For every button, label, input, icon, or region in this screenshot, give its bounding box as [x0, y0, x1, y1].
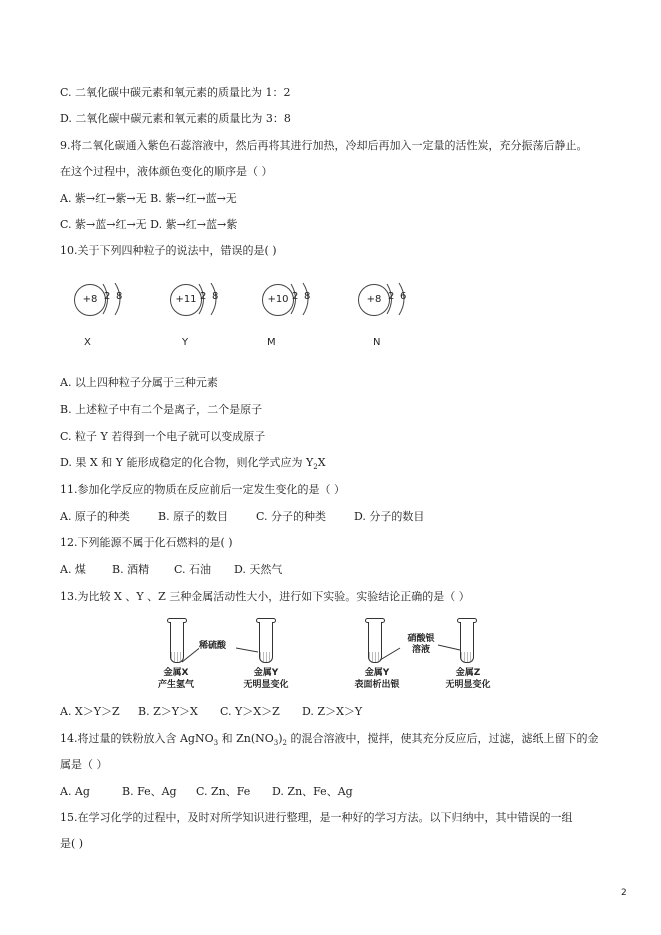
pointer-line-icon — [438, 642, 462, 652]
test-tube-icon — [460, 622, 474, 663]
test-tube-icon — [259, 622, 273, 663]
page-number: 2 — [621, 888, 627, 898]
shell2-y: 8 — [212, 291, 219, 302]
tube-1-result: 产生氢气 — [157, 680, 194, 690]
q9-stem-line1: 9.将二氧化碳通入紫色石蕊溶液中，然后再将其进行加热，冷却后再加入一定量的活性炭，充分振荡后静止。 — [60, 139, 588, 152]
q13-options — [60, 705, 362, 719]
q10-d-sub: 2 — [313, 463, 318, 472]
shell1-y: 2 — [200, 291, 207, 302]
shell1-m: 2 — [292, 291, 299, 302]
shell1-x: 2 — [104, 291, 111, 302]
tube-caption-3 — [345, 667, 409, 691]
q14-option-a: A. Ag — [60, 785, 90, 798]
nucleus-y: +11 — [170, 284, 202, 316]
q10-option-a: A. 以上四种粒子分属于三种元素 — [60, 376, 218, 389]
q14-option-c: C. Zn、Fe — [196, 785, 251, 798]
reagent-right-line1: 硝酸银 — [407, 634, 435, 644]
q11-option-b: B. 原子的数目 — [158, 510, 229, 523]
liquid-2 — [260, 652, 272, 662]
label-y: Y — [182, 337, 189, 348]
q15-stem-line2: 是( ) — [60, 837, 84, 850]
q13-stem: 13.为比较 X 、Y 、Z 三种金属活动性大小，进行如下实验。实验结论正确的是（ ） — [60, 590, 470, 603]
reagent-left: 稀硫酸 — [199, 641, 227, 651]
q13-option-d: D. Z＞X＞Y — [302, 705, 363, 718]
pointer-line-icon — [378, 644, 402, 664]
q14-mid: 和 Zn(NO — [218, 732, 274, 745]
q14-sub2: 3 — [273, 739, 279, 748]
q10-d-pre: D. 果 X 和 Y 能形成稳定的化合物，则化学式应为 Y — [60, 456, 314, 469]
q11-stem: 11.参加化学反应的物质在反应前后一定发生变化的是（ ） — [60, 483, 345, 496]
q8-option-d: D. 二氧化碳中碳元素和氧元素的质量比为 3：8 — [60, 112, 291, 125]
nucleus-n: +8 — [358, 284, 390, 316]
pointer-line-icon — [236, 644, 260, 654]
q14-post: 的混合溶液中，搅拌，使其充分反应后，过滤，滤纸上留下的金 — [286, 732, 599, 745]
q9-options-ab: A. 紫→红→紫→无 B. 紫→红→蓝→无 — [60, 192, 237, 205]
q11-option-d: D. 分子的数目 — [354, 510, 425, 523]
shell2-x: 8 — [116, 291, 123, 302]
liquid-4 — [461, 652, 473, 662]
label-x: X — [84, 337, 91, 348]
q11-option-c: C. 分子的种类 — [256, 510, 327, 523]
q14-sub3: 2 — [282, 739, 287, 748]
q14-option-d: D. Zn、Fe、Ag — [272, 785, 353, 798]
reagent-right-line2: 溶液 — [411, 645, 430, 655]
q9-stem-line2: 在这个过程中，液体颜色变化的顺序是（ ） — [60, 165, 273, 178]
shell1-n: 2 — [388, 291, 395, 302]
q15-stem-line1: 15.在学习化学的过程中，及时对所学知识进行整理，是一种好的学习方法。以下归纳中，其中错误的一组 — [60, 811, 573, 824]
particle-n — [344, 281, 414, 319]
q14-stem-line1 — [60, 732, 598, 750]
q11-options — [60, 510, 424, 524]
q12-stem: 12.下列能源不属于化石燃料的是( ) — [60, 536, 233, 549]
q10-option-d — [60, 456, 326, 474]
label-n: N — [373, 337, 381, 348]
q12-option-b: B. 酒精 — [112, 563, 150, 576]
q12-option-d: D. 天然气 — [234, 563, 283, 576]
particle-y — [156, 281, 226, 319]
q8-option-c: C. 二氧化碳中碳元素和氧元素的质量比为 1：2 — [60, 86, 291, 99]
shell2-n: 6 — [400, 291, 407, 302]
q13-option-b: B. Z＞Y＞X — [138, 705, 198, 718]
reagent-right — [403, 634, 439, 656]
tube-3-result: 表面析出银 — [354, 680, 400, 690]
tube-4-metal: 金属Z — [455, 668, 481, 678]
q12-options — [60, 563, 282, 577]
tube-caption-1 — [148, 667, 204, 691]
tube-caption-2 — [234, 667, 298, 691]
q13-option-a: A. X＞Y＞Z — [60, 705, 120, 718]
label-m: M — [267, 337, 276, 348]
q10-stem: 10.关于下列四种粒子的说法中，错误的是( ) — [60, 244, 277, 257]
nucleus-x: +8 — [74, 284, 106, 316]
q10-d-post: X — [317, 456, 326, 469]
q14-mid2: ) — [278, 732, 283, 745]
shell2-m: 8 — [304, 291, 311, 302]
q14-options — [60, 785, 353, 799]
tube-3-metal: 金属Y — [364, 668, 390, 678]
q9-options-cd: C. 紫→蓝→红→无 D. 紫→红→蓝→紫 — [60, 218, 238, 231]
q12-option-a: A. 煤 — [60, 563, 86, 576]
tube-2-result: 无明显变化 — [243, 680, 289, 690]
particle-m — [248, 281, 318, 319]
nucleus-m: +10 — [262, 284, 294, 316]
particle-x — [60, 281, 130, 319]
q14-sub1: 3 — [213, 739, 219, 748]
q10-option-c: C. 粒子 Y 若得到一个电子就可以变成原子 — [60, 430, 266, 443]
tube-4-result: 无明显变化 — [445, 680, 491, 690]
q13-option-c: C. Y＞X＞Z — [220, 705, 280, 718]
tube-1-metal: 金属X — [163, 668, 189, 678]
q11-option-a: A. 原子的种类 — [60, 510, 130, 523]
q14-option-b: B. Fe、Ag — [122, 785, 177, 798]
q12-option-c: C. 石油 — [174, 563, 212, 576]
tube-2-metal: 金属Y — [253, 668, 279, 678]
q14-pre: 14.将过量的铁粉放入含 AgNO — [60, 732, 214, 745]
q14-stem-line2: 属是（ ） — [60, 758, 108, 771]
tube-caption-4 — [436, 667, 500, 691]
q10-option-b: B. 上述粒子中有二个是离子，二个是原子 — [60, 403, 263, 416]
